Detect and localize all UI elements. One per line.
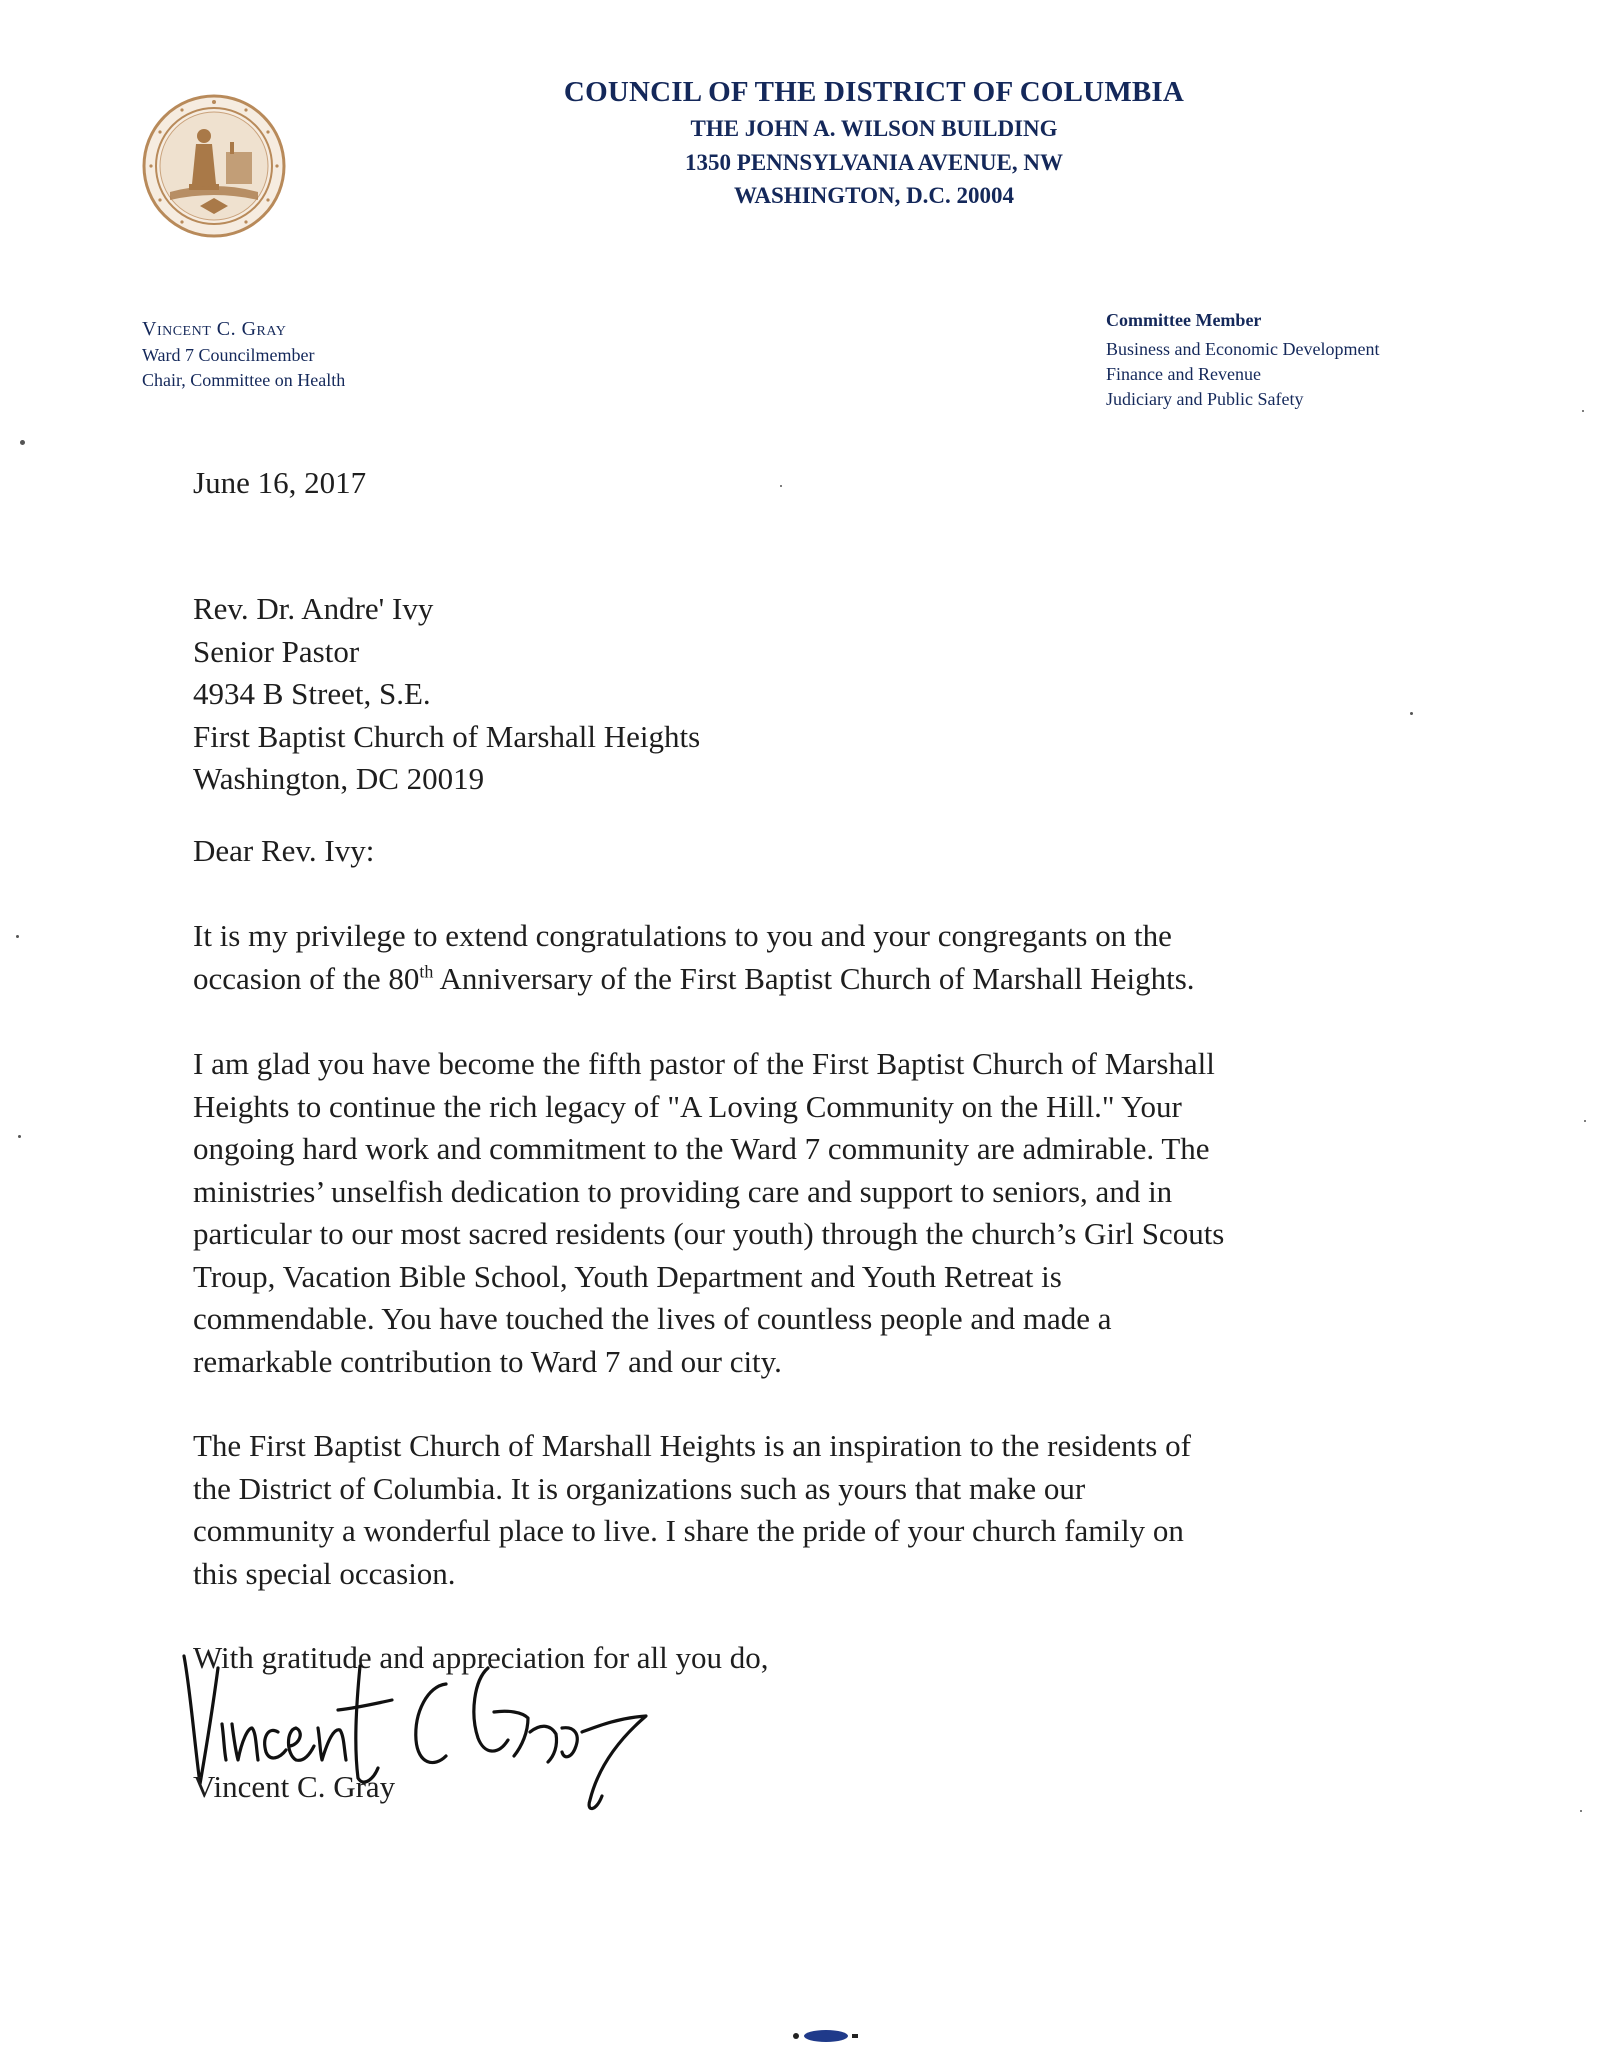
scan-speck <box>18 1135 21 1138</box>
paragraph-line: It is my privilege to extend congratulations to you and your congregants on the <box>193 918 1172 953</box>
closing: With gratitude and appreciation for all you do, <box>193 1640 769 1675</box>
text-fragment: occasion of the 80 <box>193 960 420 996</box>
recipient-line: First Baptist Church of Marshall Heights <box>193 718 701 754</box>
recipient-line: 4934 B Street, S.E. <box>193 676 431 711</box>
paragraph-line: this special occasion. <box>193 1555 456 1591</box>
recipient-line: Senior Pastor <box>193 633 360 669</box>
paragraph-line: ongoing hard work and commitment to the Ward 7 community are admirable. The <box>193 1131 1210 1166</box>
ordinal-suffix: th <box>419 961 434 982</box>
scan-speck <box>1582 410 1584 412</box>
paragraph-inspiration <box>193 1425 1453 1595</box>
committee-item: Judiciary and Public Safety <box>1106 389 1304 409</box>
scan-speck <box>1410 712 1413 715</box>
paragraph-line: Troup, Vacation Bible School, Youth Department and Youth Retreat is <box>193 1258 1062 1294</box>
sender-title: Ward 7 Councilmember <box>142 345 315 365</box>
recipient-address <box>193 588 700 801</box>
letterhead-street: 1350 PENNSYLVANIA AVENUE, NW <box>685 150 1063 175</box>
paragraph-line: remarkable contribution to Ward 7 and our city. <box>193 1343 782 1379</box>
typed-signature-name: Vincent C. Gray <box>193 1769 396 1804</box>
scan-speck <box>1580 1810 1582 1812</box>
letterhead-city: WASHINGTON, D.C. 20004 <box>733 183 1015 208</box>
sender-name: Vincent C. Gray <box>142 318 287 340</box>
paragraph-congratulations <box>193 915 1453 1000</box>
paragraph-line: community a wonderful place to live. I share the pride of your church family on <box>193 1513 1184 1548</box>
scan-speck <box>780 485 782 487</box>
paragraph-line: Heights to continue the rich legacy of "A Loving Community on the Hill." Your <box>193 1088 1182 1124</box>
scan-speck <box>1584 1120 1586 1122</box>
salutation: Dear Rev. Ivy: <box>193 833 375 868</box>
committee-heading: Committee Member <box>1106 310 1262 330</box>
committee-item: Business and Economic Development <box>1106 339 1380 359</box>
paragraph-line: The First Baptist Church of Marshall Heights is an inspiration to the residents of <box>193 1428 1191 1463</box>
paragraph-line: the District of Columbia. It is organizations such as yours that make our <box>193 1470 1086 1506</box>
letterhead-organization: COUNCIL OF THE DISTRICT OF COLUMBIA <box>563 76 1185 108</box>
scan-speck <box>20 440 25 445</box>
paragraph-line <box>193 958 1453 1001</box>
letter-date: June 16, 2017 <box>193 465 367 500</box>
committee-item: Finance and Revenue <box>1106 364 1261 384</box>
recipient-line: Rev. Dr. Andre' Ivy <box>193 591 434 626</box>
paragraph-line: ministries’ unselfish dedication to providing care and support to seniors, and in <box>193 1173 1173 1209</box>
paragraph-line: commendable. You have touched the lives of countless people and made a <box>193 1301 1112 1336</box>
recipient-line: Washington, DC 20019 <box>193 761 485 796</box>
paragraph-line: I am glad you have become the fifth pastor of the First Baptist Church of Marshall <box>193 1046 1215 1081</box>
paragraph-pastor <box>193 1043 1453 1383</box>
scan-speck <box>16 935 19 938</box>
print-mark-icon <box>790 2028 860 2044</box>
letterhead-building: THE JOHN A. WILSON BUILDING <box>690 116 1058 141</box>
sender-chair: Chair, Committee on Health <box>142 370 346 390</box>
text-fragment: Anniversary of the First Baptist Church of Marshall Heights. <box>433 960 1195 996</box>
paragraph-line: particular to our most sacred residents (our youth) through the church’s Girl Scouts <box>193 1216 1225 1251</box>
